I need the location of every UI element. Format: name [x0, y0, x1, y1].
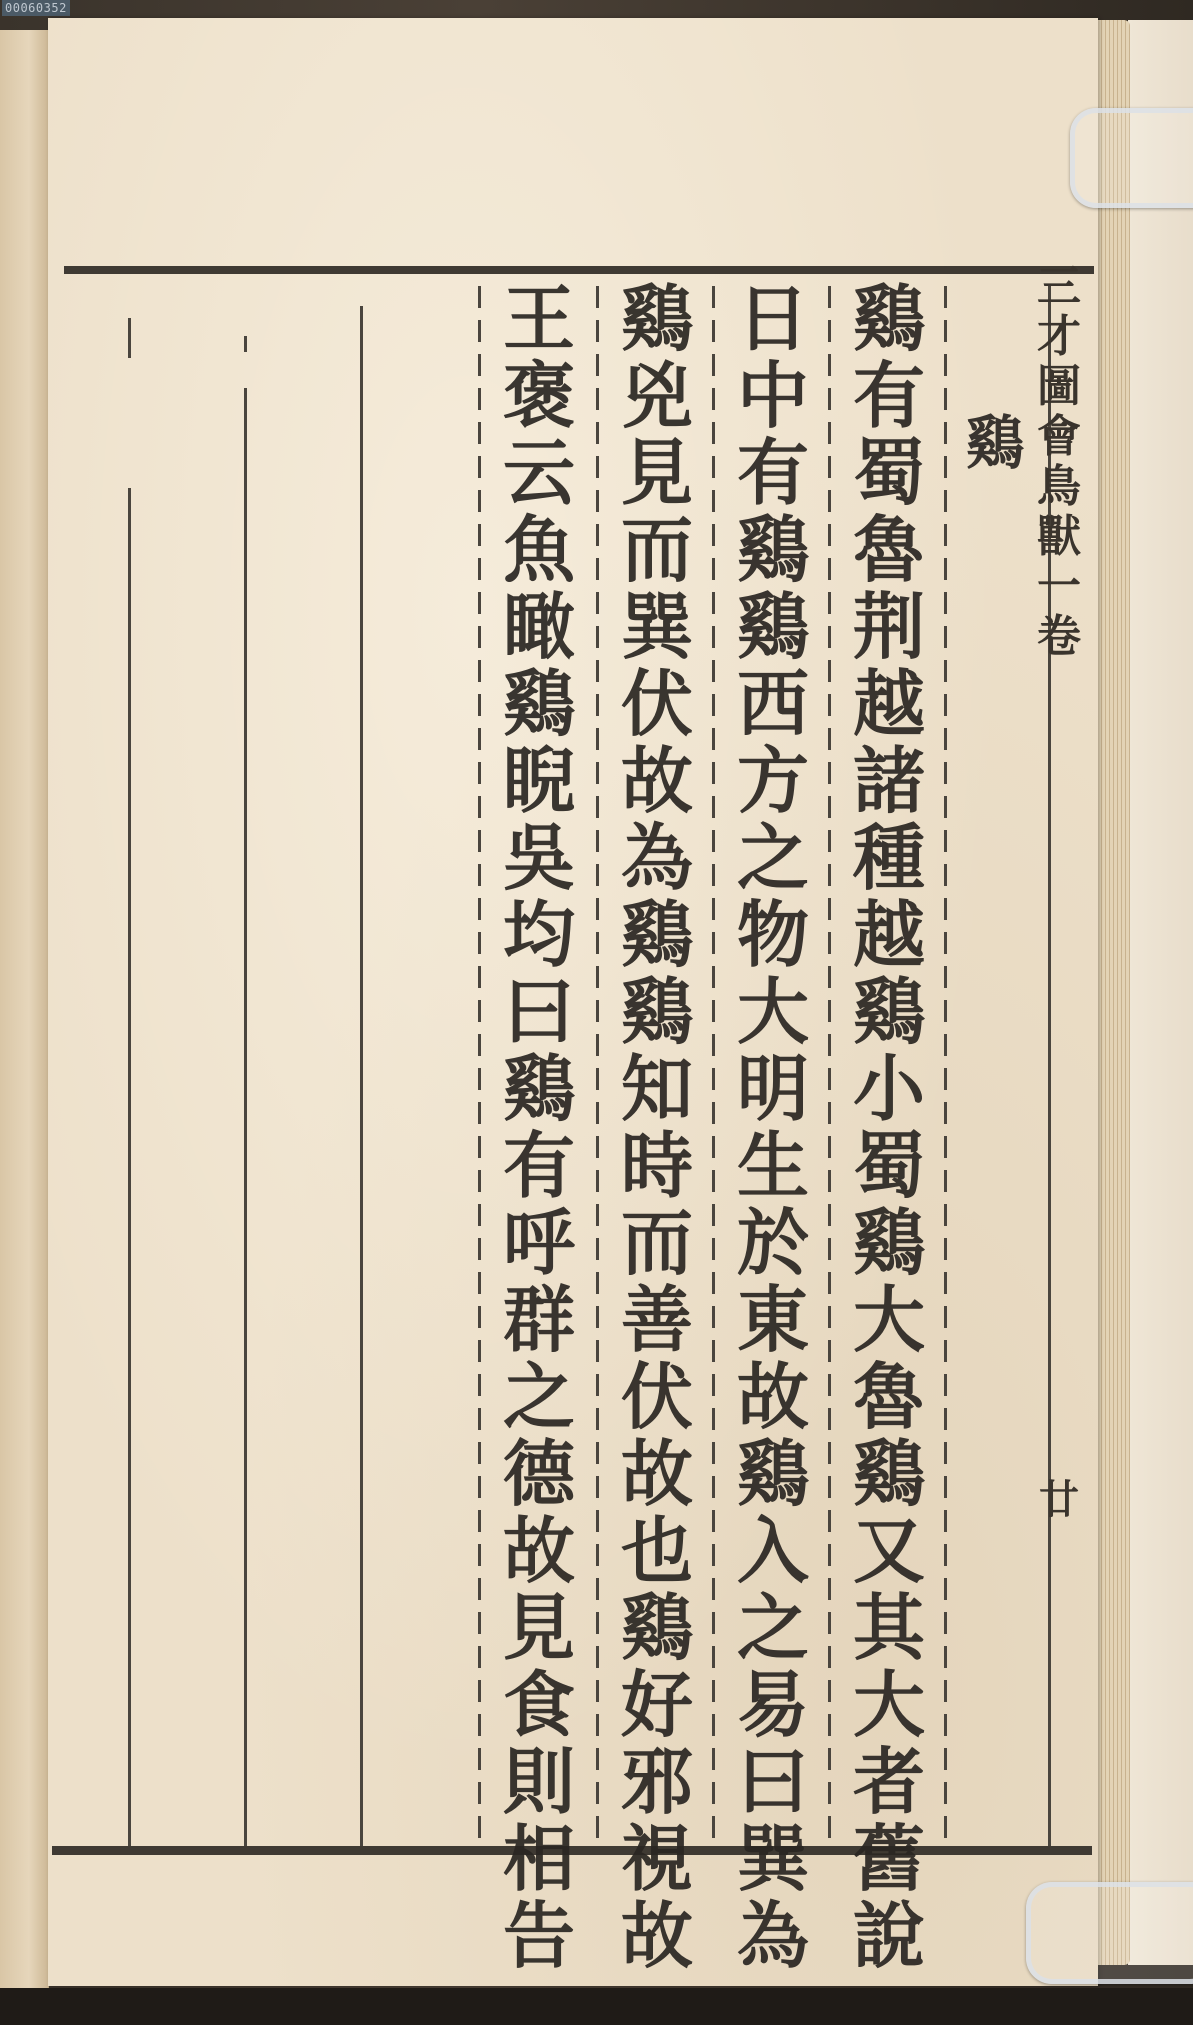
column-rule-empty — [244, 388, 247, 1846]
column-rule — [828, 286, 831, 1846]
column-rule — [478, 286, 481, 1846]
frame-top-border — [64, 266, 1094, 274]
body-text-column-3: 鷄兇見而巽伏故為鷄鷄知時而善伏故也鷄好邪視故 — [620, 276, 693, 1978]
entry-heading: 鷄 — [965, 409, 1024, 477]
page-number: 廿 — [1039, 1476, 1079, 1523]
page-clip-top — [1070, 108, 1193, 208]
running-head: 三才圖會鳥獸一卷 — [1037, 261, 1081, 662]
body-text-column-4: 王褒云魚瞰鷄睨吳均曰鷄有呼群之德故見食則相告 — [502, 276, 575, 1978]
column-rule — [712, 286, 715, 1846]
body-text-column-1: 鷄有蜀魯荆越諸種越鷄小蜀鷄大魯鷄又其大者舊說 — [852, 276, 925, 1978]
book-page — [48, 18, 1098, 1986]
column-mark — [128, 318, 131, 358]
page-clip-bottom — [1026, 1882, 1193, 1984]
scan-bottom-edge — [0, 1988, 1193, 2025]
column-rule-empty — [360, 306, 363, 1846]
column-rule-empty — [128, 488, 131, 1846]
column-rule — [944, 286, 947, 1846]
column-mark — [244, 336, 247, 352]
scan-id-label: 00060352 — [2, 0, 70, 16]
body-text-column-2: 日中有鷄鷄西方之物大明生於東故鷄入之易曰巽為 — [736, 276, 809, 1978]
backdrop — [1128, 20, 1193, 1965]
facing-page-edge — [0, 30, 49, 1990]
column-rule — [596, 286, 599, 1846]
